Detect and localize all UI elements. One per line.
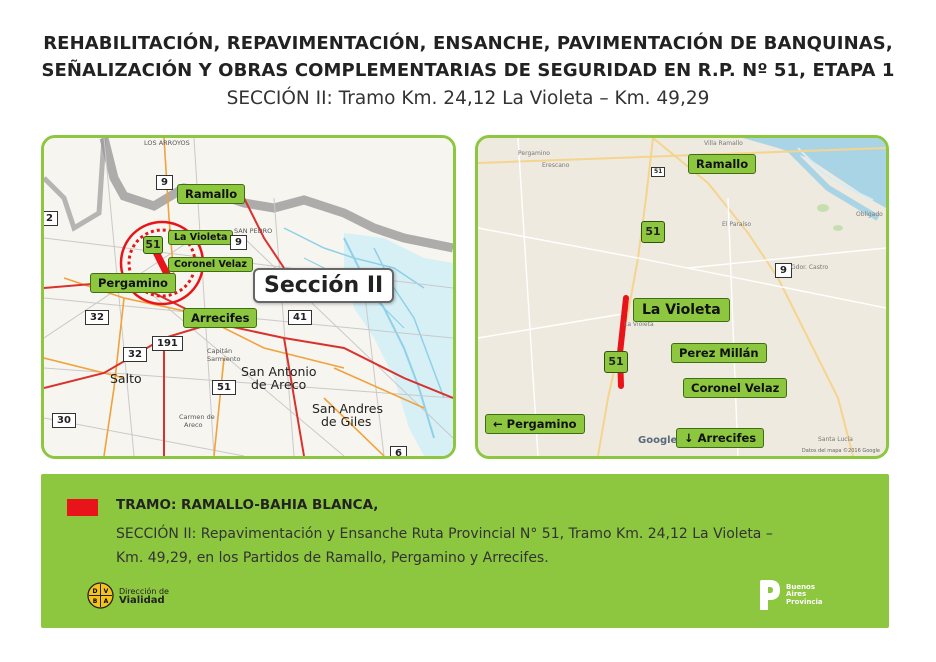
title-line-2: SEÑALIZACIÓN Y OBRAS COMPLEMENTARIAS DE SEGURIDAD EN R.P. Nº 51, ETAPA 1 [41, 60, 895, 81]
label-la-violeta: La Violeta [168, 230, 233, 245]
label-arrecifes: Arrecifes [183, 308, 257, 328]
route-shield: 9 [230, 235, 247, 250]
title-line-1: REHABILITACIÓN, REPAVIMENTACIÓN, ENSANCHE, PAVIMENTACIÓN DE BANQUINAS, [43, 33, 893, 54]
town-san-andres-2: de Giles [321, 414, 372, 429]
detail-town-obligado: Obligado [856, 211, 883, 218]
label-pergamino-detail: ← Pergamino [485, 414, 585, 434]
town-san-antonio: San Antonio [241, 364, 317, 379]
ba-line-1: Buenos [786, 582, 816, 591]
detail-map-canvas [478, 138, 886, 456]
detail-town-la-violeta: La Violeta [624, 321, 654, 328]
legend-description [116, 522, 876, 570]
route-shield: 2 [41, 211, 58, 226]
label-ramallo-detail: Ramallo [688, 154, 756, 174]
route-shield: 9 [156, 175, 173, 190]
legend-tramo: TRAMO: RAMALLO-BAHIA BLANCA, [116, 497, 379, 513]
label-pergamino: Pergamino [90, 273, 176, 293]
label-coronel-velaz: Coronel Velaz [168, 257, 253, 272]
vialidad-line-2: Vialidad [119, 594, 165, 606]
route-shield: 41 [288, 310, 312, 325]
legend-panel [41, 474, 889, 628]
google-attribution: Google [638, 435, 678, 446]
detail-town-erescano: Erescano [542, 162, 570, 169]
detail-town-villa-ramallo: Villa Ramallo [704, 140, 743, 147]
route-shield: 32 [123, 347, 147, 362]
route-51-shield: 51 [143, 236, 163, 254]
overview-map[interactable] [41, 135, 456, 459]
town-capitan: Capitán [207, 347, 233, 355]
route-shield: 9 [775, 263, 792, 278]
label-coronel-velaz-detail: Coronel Velaz [683, 378, 787, 398]
town-san-andres: San Andres [312, 401, 383, 416]
dvba-letter: B [92, 598, 98, 605]
town-los-arroyos: LOS ARROYOS [144, 139, 190, 147]
town-san-pedro: SAN PEDRO [234, 227, 273, 235]
detail-town-pergamino: Pergamino [518, 150, 550, 157]
town-capitan-2: Sarmiento [207, 355, 241, 363]
ba-line-3: Provincia [786, 597, 823, 606]
dvba-letter: A [103, 598, 109, 605]
detail-town-gdor-castro: Gdor. Castro [791, 264, 829, 271]
map-copyright: Datos del mapa ©2016 Google [801, 448, 880, 454]
route-shield: 32 [85, 310, 109, 325]
town-salto: Salto [110, 371, 142, 386]
town-carmen-2: Areco [184, 421, 203, 429]
route-shield: 51 [212, 380, 236, 395]
town-san-antonio-2: de Areco [251, 377, 307, 392]
dvba-letter: V [103, 588, 109, 595]
route-51-shield-top: 51 [641, 221, 665, 243]
dvba-letter: D [92, 588, 98, 595]
page-header [0, 30, 936, 114]
legend-desc-line-1: SECCIÓN II: Repavimentación y Ensanche Ruta Provincial N° 51, Tramo Km. 24,12 La Violeta – [116, 526, 773, 542]
label-arrecifes-detail: ↓ Arrecifes [676, 428, 764, 448]
vialidad-line-1: Dirección de [119, 586, 169, 596]
detail-town-el-paraiso: El Paraíso [722, 221, 751, 228]
legend-desc-line-2: Km. 49,29, en los Partidos de Ramallo, Pergamino y Arrecifes. [116, 550, 549, 566]
route-shield: 51 [651, 167, 665, 177]
route-51-shield-bottom: 51 [604, 351, 628, 373]
detail-map[interactable] [475, 135, 889, 459]
subtitle: SECCIÓN II: Tramo Km. 24,12 La Violeta – Km. 49,29 [226, 88, 710, 109]
buenos-aires-logo [756, 578, 823, 612]
section-label: Sección II [253, 268, 394, 303]
detail-town-santa-lucia: Santa Lucía [818, 436, 853, 443]
dvba-emblem-icon [87, 582, 114, 609]
label-ramallo: Ramallo [177, 184, 245, 204]
buenos-aires-p-icon [756, 578, 782, 612]
route-shield: 6 [390, 446, 407, 459]
label-perez-millan: Perez Millán [671, 343, 767, 363]
route-shield: 191 [152, 336, 183, 351]
ba-line-2: Aires [786, 590, 807, 599]
town-carmen: Carmen de [179, 413, 215, 421]
vialidad-logo [87, 582, 169, 609]
legend-swatch [67, 499, 98, 516]
route-shield: 30 [52, 413, 76, 428]
label-la-violeta-detail: La Violeta [633, 298, 730, 322]
